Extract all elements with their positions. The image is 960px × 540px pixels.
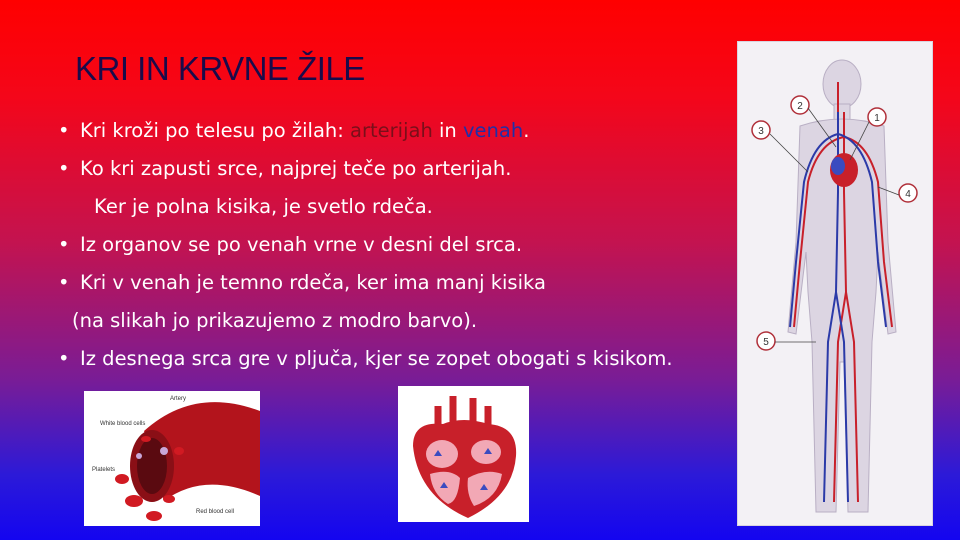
circulatory-system-image [737,41,933,526]
bullet-dot: • [58,233,70,256]
bullet-dot: • [58,157,70,180]
label-red-blood-cell: Red blood cell [196,509,235,515]
artery-cross-section-image [84,391,260,526]
bullet-text-part: Kri kroži po telesu po žilah: [80,119,351,142]
artery-diagram-svg [84,391,260,526]
marker-3 [752,121,770,139]
bullet-text: (na slikah jo prikazujemo z modro barvo). [72,309,478,332]
bullet-text: Ker je polna kisika, je svetlo rdeča. [94,195,433,218]
heart-cross-section-image [398,386,529,522]
bullet-text-part: . [523,119,530,142]
heart-right-side [831,157,845,175]
artery-lumen [137,438,167,494]
body-silhouette [788,60,896,512]
marker-4 [899,184,917,202]
bullet-item [58,266,748,304]
marker-1 [868,108,886,126]
marker-label: 4 [905,189,911,200]
body-diagram-svg [738,42,934,527]
keyword-arteries: arterijah [350,119,433,142]
marker-label: 1 [874,113,880,124]
bullet-text [80,114,529,148]
marker-2 [791,96,809,114]
slide-title: KRI IN KRVNE ŽILE [75,50,365,87]
bullet-text: Kri v venah je temno rdeča, ker ima manj kisika [80,271,546,294]
bullet-text: Ko kri zapusti srce, najprej teče po arterijah. [80,157,512,180]
marker-label: 3 [758,126,764,137]
heart-diagram-svg [398,386,529,522]
bullet-continuation [58,190,748,228]
marker-label: 5 [763,337,769,348]
bullet-dot: • [58,119,70,142]
bullet-list [58,114,748,380]
bullet-text-part: in [432,119,463,142]
bullet-text: Iz organov se po venah vrne v desni del srca. [80,233,523,256]
bullet-text: Iz desnega srca gre v pljuča, kjer se zopet obogati s kisikom. [80,347,673,370]
bullet-dot: • [58,271,70,294]
bullet-item [58,228,748,266]
heart-outer-wall [413,420,516,518]
bullet-item [58,342,748,380]
bullet-dot: • [58,347,70,370]
keyword-veins: venah [463,119,524,142]
label-white-blood-cells: White blood cells [100,421,146,427]
right-atrium [426,440,458,468]
bullet-continuation [58,304,748,342]
marker-5 [757,332,775,350]
bullet-item [58,152,748,190]
label-platelets: Platelets [92,467,116,473]
label-artery: Artery [170,396,187,402]
bullet-item [58,114,748,152]
marker-label: 2 [797,101,803,112]
